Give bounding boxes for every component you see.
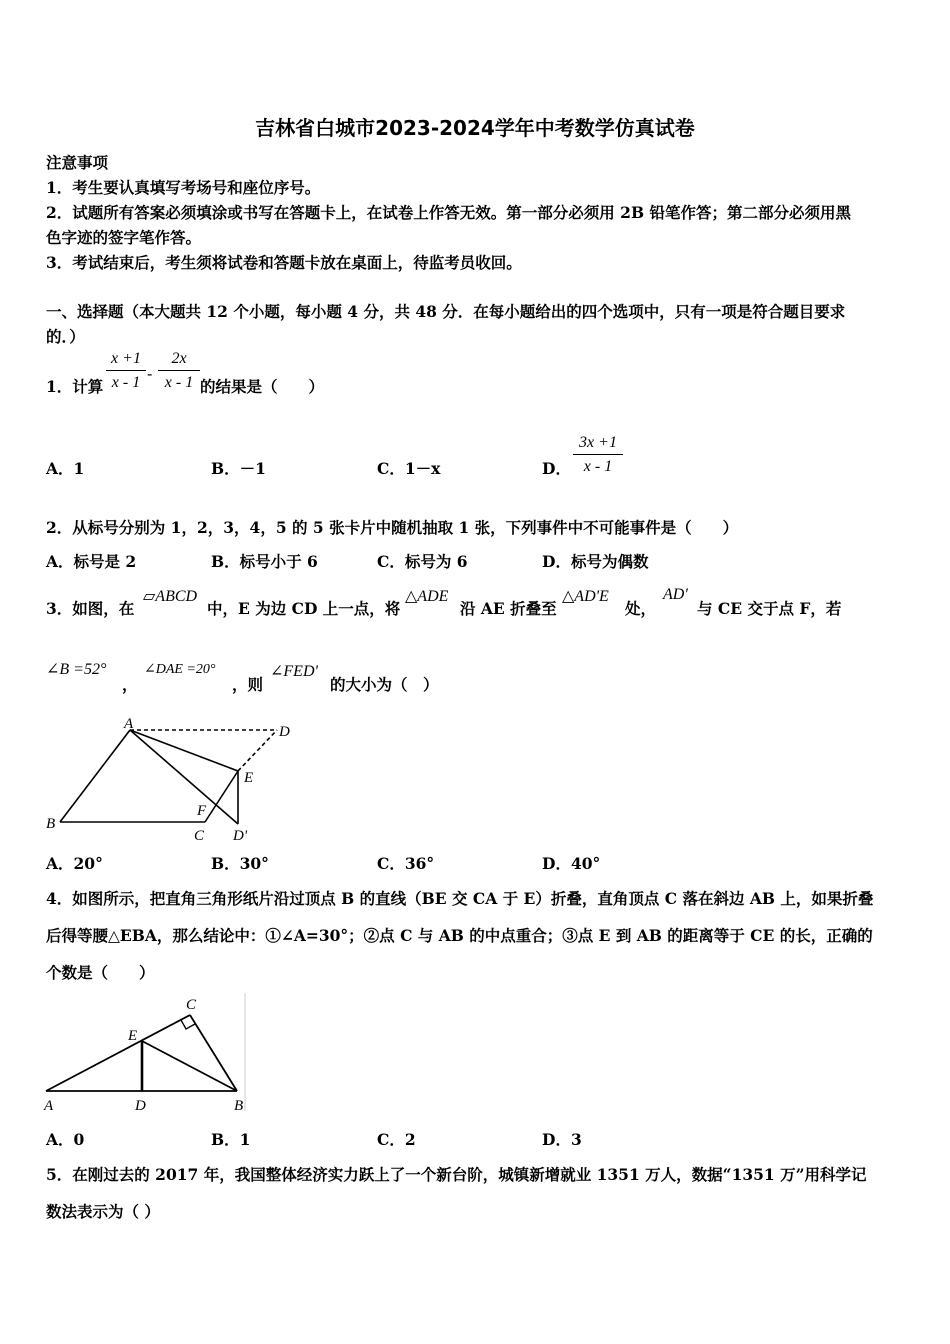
q3-text-then: ，则 (232, 675, 264, 694)
section-heading-cont: 的．） (46, 327, 85, 346)
q3-label-d: D (279, 724, 290, 740)
q1-option-a: A．1 (46, 459, 85, 478)
q3-text-6: 的大小为（ ） (330, 675, 439, 694)
q2-option-c: C．标号为 6 (377, 552, 468, 571)
q3-edge-adp (130, 730, 238, 824)
q4-option-c: C．2 (377, 1130, 416, 1149)
q1-option-b: B．－1 (211, 459, 266, 478)
q3-label-a: A (124, 716, 134, 732)
q3-option-c: C．36° (377, 854, 435, 873)
q4-option-b: B．1 (211, 1130, 251, 1149)
q3-figure (40, 712, 310, 847)
q4-label-b: B (234, 1098, 244, 1114)
q4-edge-ac (46, 1015, 190, 1091)
q3-math-parallelogram: ▱ABCD (143, 588, 198, 605)
q4-label-c: C (186, 997, 197, 1013)
notice-item-1: 1．考生要认真填写考场号和座位序号。 (46, 178, 321, 197)
q4-stem-3: 个数是（ ） (46, 963, 155, 982)
q4-option-a: A．0 (46, 1130, 85, 1149)
q4-edge-eb (142, 1041, 237, 1091)
q3-text-3: 沿 AE 折叠至 (460, 599, 557, 618)
notice-item-3: 3．考试结束后，考生须将试卷和答题卡放在桌面上，待监考员收回。 (46, 253, 522, 272)
q1-suffix: 的结果是（ ） (200, 377, 325, 396)
q3-text-5: 与 CE 交于点 F，若 (697, 599, 842, 618)
q3-math-angle-b: ∠B =52° (46, 661, 107, 678)
q3-option-d: D．40° (542, 854, 601, 873)
q3-text-1: 3．如图，在 (46, 599, 135, 618)
q2-stem: 2．从标号分别为 1，2，3，4，5 的 5 张卡片中随机抽取 1 张，下列事件中不可能事件是（ ） (46, 518, 739, 537)
q1-fraction-1 (106, 350, 146, 392)
q3-math-angle-dae: ∠DAE =20° (144, 662, 216, 677)
q3-edge-ce (205, 771, 238, 822)
q3-text-2: 中，E 为边 CD 上一点，将 (207, 599, 401, 618)
q3-label-e: E (244, 770, 254, 786)
q2-option-d: D．标号为偶数 (542, 552, 649, 571)
q4-label-a: A (44, 1098, 54, 1114)
notice-item-2: 2．试题所有答案必须填涂或书写在答题卡上，在试卷上作答无效。第一部分必须用 2B 铅笔作答；第二部分必须用黑 (46, 203, 851, 222)
q4-option-d: D．3 (542, 1130, 582, 1149)
q1-option-d: D． (542, 459, 571, 478)
q4-figure (40, 993, 255, 1118)
q1-f2-numerator: 2x (158, 350, 200, 371)
q1-fraction-2 (158, 350, 200, 392)
q3-label-dprime: D' (233, 828, 248, 844)
q3-label-b: B (46, 816, 56, 832)
q1-option-c: C．1－x (377, 459, 441, 478)
q1-option-d-fraction (573, 434, 623, 476)
q3-math-adp: AD' (663, 586, 688, 603)
q1-f1-numerator: x +1 (106, 350, 146, 371)
page-title: 吉林省白城市2023-2024学年中考数学仿真试卷 (255, 116, 695, 140)
q4-stem-2: 后得等腰△EBA，那么结论中：①∠A=30°；②点 C 与 AB 的中点重合；③点 E 到 AB 的距离等于 CE 的长，正确的 (46, 926, 873, 945)
q1-f2-denominator: x - 1 (164, 374, 194, 391)
section-heading: 一、选择题（本大题共 12 个小题，每小题 4 分，共 48 分．在每小题给出的四个选项中，只有一项是符合题目要求 (46, 302, 846, 321)
q4-label-d: D (135, 1098, 146, 1114)
q1-minus: - (147, 364, 153, 383)
q4-stem-1: 4．如图所示，把直角三角形纸片沿过顶点 B 的直线（BE 交 CA 于 E）折叠，直角顶点 C 落在斜边 AB 上，如果折叠 (46, 889, 874, 908)
q4-label-e: E (128, 1028, 138, 1044)
q2-option-a: A．标号是 2 (46, 552, 137, 571)
q3-edge-ab (60, 730, 130, 822)
notice-heading: 注意事项 (46, 153, 109, 172)
q3-edge-ae (130, 730, 238, 771)
q3-edge-ed-dashed (238, 730, 277, 771)
q2-option-b: B．标号小于 6 (211, 552, 318, 571)
q5-stem-1: 5．在刚过去的 2017 年，我国整体经济实力跃上了一个新台阶，城镇新增就业 1351 万人，数据“1351 万”用科学记 (46, 1165, 867, 1184)
q3-comma-1: ， (122, 675, 138, 694)
q3-math-angle-fed: ∠FED' (270, 663, 318, 680)
q3-option-a: A．20° (46, 854, 103, 873)
q1-prefix: 1．计算 (46, 377, 104, 396)
q3-math-triangle-adpe: △AD'E (562, 588, 609, 605)
q3-label-c: C (194, 828, 205, 844)
q3-math-triangle-ade: △ADE (405, 588, 449, 605)
q1-d-denominator: x - 1 (583, 458, 613, 475)
q1-d-numerator: 3x +1 (573, 434, 623, 455)
q5-stem-2: 数法表示为（ ） (46, 1202, 160, 1221)
q3-text-4: 处， (625, 599, 657, 618)
q3-option-b: B．30° (211, 854, 269, 873)
notice-item-2-cont: 色字迹的签字笔作答。 (46, 228, 202, 247)
q3-label-f: F (197, 803, 207, 819)
q1-f1-denominator: x - 1 (111, 374, 141, 391)
